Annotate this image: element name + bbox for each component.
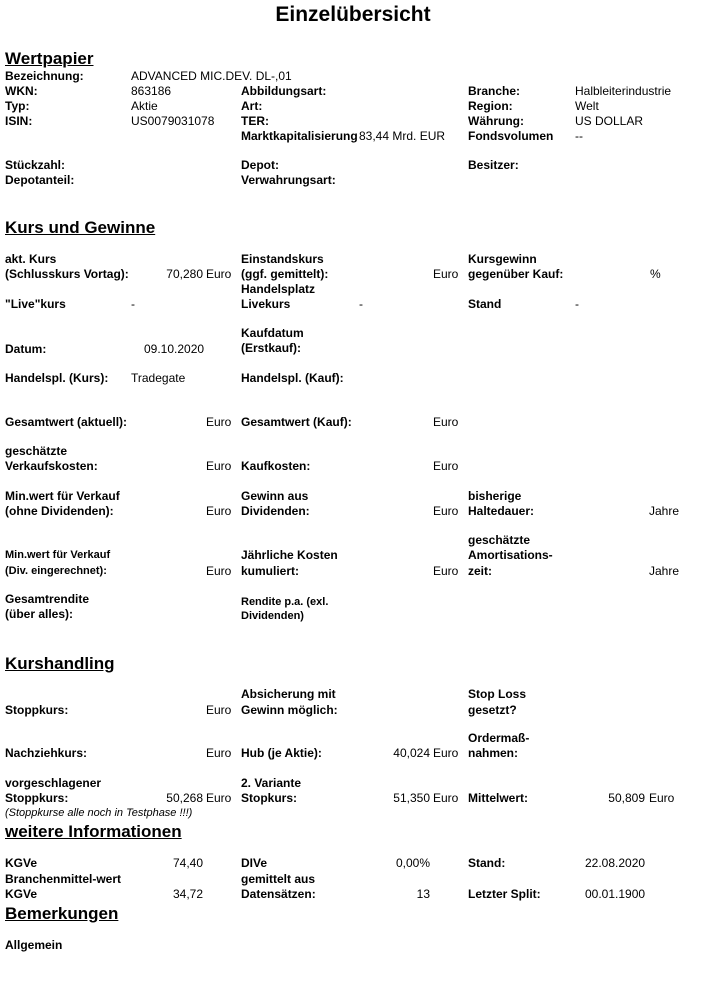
verkaufskosten-unit: Euro — [206, 459, 232, 473]
handelsplatz-kurs-value: Tradegate — [131, 371, 186, 385]
art-label: Art: — [241, 99, 263, 113]
abbildungsart-label: Abbildungsart: — [241, 84, 327, 98]
verwahrungsart-label: Verwahrungsart: — [241, 173, 336, 187]
absicherung-label-line1: Absicherung mit — [241, 687, 336, 701]
waehrung-value: US DOLLAR — [575, 114, 644, 128]
haltedauer-unit: Jahre — [649, 504, 680, 518]
bezeichnung-label: Bezeichnung: — [5, 69, 84, 83]
amortisation-label-line3: zeit: — [468, 564, 492, 578]
amortisation-label-line2: Amortisations- — [468, 548, 553, 562]
branchenmittel-label-line1: Branchenmittel-wert — [5, 872, 122, 886]
variante2-unit: Euro — [433, 791, 459, 805]
isin-value: US0079031078 — [131, 114, 215, 128]
stoppkurs-unit: Euro — [206, 703, 232, 717]
gesamtwert-kauf-unit: Euro — [433, 415, 459, 429]
marktkap-label: Marktkapitalisierung — [241, 129, 358, 143]
gemittelt-label-line2: Datensätzen: — [241, 887, 316, 901]
vorgeschlagener-stoppkurs-unit: Euro — [206, 791, 232, 805]
hub-unit: Euro — [433, 746, 459, 760]
hub-label: Hub (je Aktie): — [241, 746, 322, 760]
page-title: Einzelübersicht — [275, 3, 431, 26]
besitzer-label: Besitzer: — [468, 158, 519, 172]
akt-kurs-label-line2: (Schlusskurs Vortag): — [5, 267, 129, 281]
vorgeschlagener-stoppkurs-label-line1: vorgeschlagener — [5, 776, 102, 790]
handelsplatz-kurs-label: Handelspl. (Kurs): — [5, 371, 109, 385]
branche-value: Halbleiterindustrie — [575, 84, 672, 98]
section-heading-bemerkungen: Bemerkungen — [5, 904, 119, 923]
stand-label: Stand — [468, 297, 502, 311]
mittelwert-value: 50,809 — [608, 791, 645, 805]
kursgewinn-unit: % — [650, 267, 661, 281]
section-heading-kurs: Kurs und Gewinne — [5, 218, 156, 237]
stop-loss-label-line1: Stop Loss — [468, 687, 527, 701]
isin-label: ISIN: — [5, 114, 33, 128]
variante2-label-line1: 2. Variante — [241, 776, 302, 790]
handelsplatz-kauf-label: Handelspl. (Kauf): — [241, 371, 344, 385]
minwert-mit-div-unit: Euro — [206, 564, 232, 578]
datum-label: Datum: — [5, 342, 47, 356]
rendite-pa-label-line1: Rendite p.a. (exl. — [241, 596, 329, 608]
kursgewinn-label-line2: gegenüber Kauf: — [468, 267, 564, 281]
waehrung-label: Währung: — [468, 114, 524, 128]
depotanteil-label: Depotanteil: — [5, 173, 75, 187]
section-heading-wertpapier: Wertpapier — [5, 49, 94, 68]
variante2-label-line2: Stopkurs: — [241, 791, 298, 805]
absicherung-label-line2: Gewinn möglich: — [241, 703, 338, 717]
jaehrliche-kosten-label-line1: Jährliche Kosten — [241, 548, 338, 562]
minwert-ohne-div-label-line2: (ohne Dividenden): — [5, 504, 114, 518]
section-heading-weitere: weitere Informationen — [5, 822, 182, 841]
mittelwert-unit: Euro — [649, 791, 675, 805]
stand-kgve-value: 22.08.2020 — [585, 856, 646, 870]
akt-kurs-label-line1: akt. Kurs — [5, 252, 57, 266]
minwert-mit-div-label-line2: (Div. eingerechnet): — [5, 565, 107, 577]
verkaufskosten-label-line2: Verkaufskosten: — [5, 459, 98, 473]
letzter-split-label: Letzter Split: — [468, 887, 541, 901]
kaufkosten-label: Kaufkosten: — [241, 459, 311, 473]
letzter-split-value: 00.01.1900 — [585, 887, 646, 901]
kursgewinn-label-line1: Kursgewinn — [468, 252, 537, 266]
livekurs-value: - — [359, 297, 363, 311]
region-label: Region: — [468, 99, 513, 113]
handelsplatz-label: Handelsplatz — [241, 282, 316, 296]
nachziehkurs-label: Nachziehkurs: — [5, 746, 88, 760]
typ-value: Aktie — [131, 99, 158, 113]
gemittelt-value: 13 — [416, 887, 430, 901]
branchenmittel-label-line2: KGVe — [5, 887, 38, 901]
ordermassnahmen-label-line1: Ordermaß- — [468, 731, 530, 745]
live-kurs-value: - — [131, 297, 135, 311]
marktkap-value: 83,44 Mrd. EUR — [359, 129, 446, 143]
kaufkosten-unit: Euro — [433, 459, 459, 473]
jaehrliche-kosten-unit: Euro — [433, 564, 459, 578]
live-kurs-label: "Live"kurs — [5, 297, 66, 311]
gewinn-dividenden-label-line2: Dividenden: — [241, 504, 310, 518]
hub-value: 40,024 — [393, 746, 430, 760]
stand-value: - — [575, 297, 579, 311]
allgemein-label: Allgemein — [5, 938, 63, 952]
branche-label: Branche: — [468, 84, 521, 98]
variante2-value: 51,350 — [393, 791, 430, 805]
gewinn-dividenden-unit: Euro — [433, 504, 459, 518]
stueckzahl-label: Stückzahl: — [5, 158, 66, 172]
wkn-label: WKN: — [5, 84, 38, 98]
branchenmittel-value: 34,72 — [172, 887, 203, 901]
einstandskurs-label-line1: Einstandskurs — [241, 252, 324, 266]
haltedauer-label-line1: bisherige — [468, 489, 522, 503]
gemittelt-label-line1: gemittelt aus — [241, 872, 316, 886]
fondsvolumen-label: Fondsvolumen — [468, 129, 554, 143]
minwert-ohne-div-unit: Euro — [206, 504, 232, 518]
region-value: Welt — [575, 99, 599, 113]
bezeichnung-value: ADVANCED MIC.DEV. DL-,01 — [131, 69, 292, 83]
nachziehkurs-unit: Euro — [206, 746, 232, 760]
akt-kurs-value: 70,280 — [166, 267, 203, 281]
stop-loss-label-line2: gesetzt? — [468, 703, 517, 717]
gesamtwert-aktuell-label: Gesamtwert (aktuell): — [5, 415, 128, 429]
amortisation-label-line1: geschätzte — [468, 533, 531, 547]
livekurs-label: Livekurs — [241, 297, 291, 311]
kgve-label: KGVe — [5, 856, 38, 870]
wkn-value: 863186 — [131, 84, 172, 98]
verkaufskosten-label-line1: geschätzte — [5, 444, 68, 458]
einstandskurs-unit: Euro — [433, 267, 459, 281]
stand-kgve-label: Stand: — [468, 856, 506, 870]
kaufdatum-label-line2: (Erstkauf): — [241, 341, 302, 355]
mittelwert-label: Mittelwert: — [468, 791, 528, 805]
rendite-pa-label-line2: Dividenden) — [241, 610, 304, 622]
stoppkurs-label: Stoppkurs: — [5, 703, 69, 717]
gesamtwert-aktuell-unit: Euro — [206, 415, 232, 429]
gesamtrendite-label-line1: Gesamtrendite — [5, 592, 90, 606]
akt-kurs-unit: Euro — [206, 267, 232, 281]
ter-label: TER: — [241, 114, 269, 128]
haltedauer-label-line2: Haltedauer: — [468, 504, 535, 518]
gesamtwert-kauf-label: Gesamtwert (Kauf): — [241, 415, 352, 429]
typ-label: Typ: — [5, 99, 30, 113]
vorgeschlagener-stoppkurs-value: 50,268 — [166, 791, 203, 805]
dive-value: 0,00% — [395, 856, 430, 870]
vorgeschlagener-stoppkurs-label-line2: Stoppkurs: — [5, 791, 69, 805]
depot-label: Depot: — [241, 158, 279, 172]
datum-value: 09.10.2020 — [144, 342, 205, 356]
ordermassnahmen-label-line2: nahmen: — [468, 746, 519, 760]
amortisation-unit: Jahre — [649, 564, 680, 578]
minwert-ohne-div-label-line1: Min.wert für Verkauf — [5, 489, 120, 503]
einstandskurs-label-line2: (ggf. gemittelt): — [241, 267, 329, 281]
gesamtrendite-label-line2: (über alles): — [5, 607, 74, 621]
dive-label: DIVe — [241, 856, 268, 870]
minwert-mit-div-label-line1: Min.wert für Verkauf — [5, 549, 111, 561]
gewinn-dividenden-label-line1: Gewinn aus — [241, 489, 309, 503]
fondsvolumen-value: -- — [575, 129, 583, 143]
jaehrliche-kosten-label-line2: kumuliert: — [241, 564, 300, 578]
section-heading-kurshandling: Kurshandling — [5, 654, 115, 673]
kaufdatum-label-line1: Kaufdatum — [241, 326, 304, 340]
stoppkurs-note: (Stoppkurse alle noch in Testphase !!!) — [5, 807, 193, 819]
kgve-value: 74,40 — [172, 856, 203, 870]
